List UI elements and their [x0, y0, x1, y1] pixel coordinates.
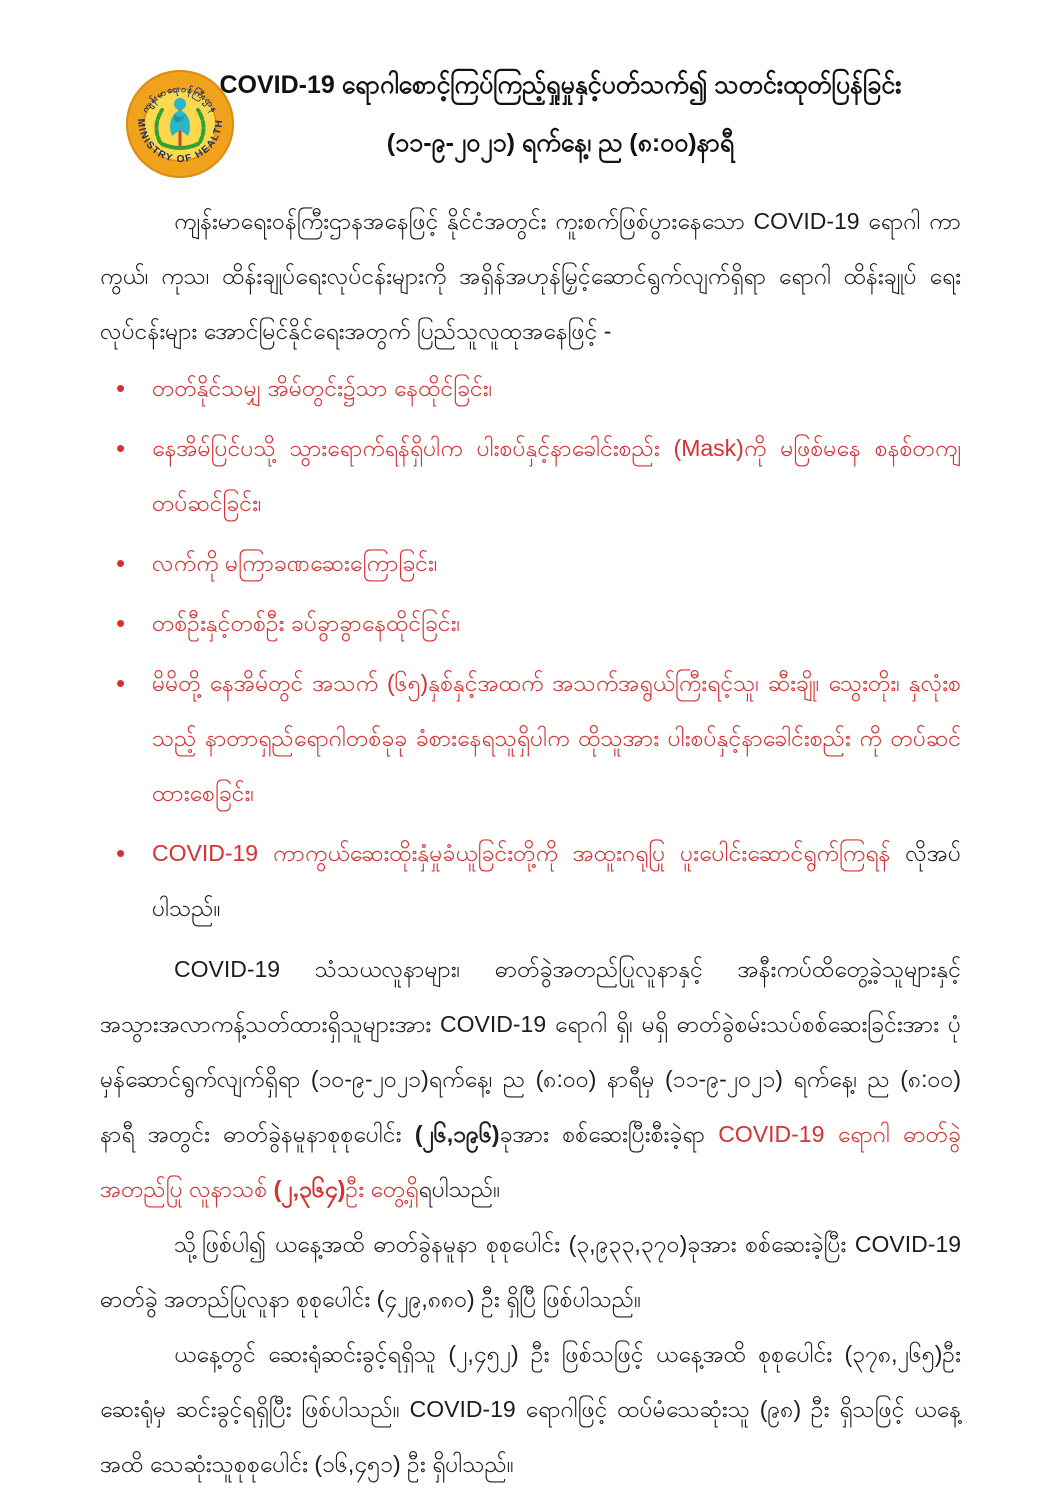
bullet-icon: • — [116, 608, 126, 638]
document-header — [0, 0, 1061, 172]
precaution-text: မိမိတို့ နေအိမ်တွင် အသက် (၆၅)နှစ်နှင့်အထက် အသက်အရွယ်ကြီးရင့်သူ၊ ဆီးချို၊ သွေးတိုး၊ နှလုံးစသည့် နာတာရှည်ရောဂါတစ်ခုခု ခံစားနေရသူရှိပါက ထိုသူအား ပါးစပ်နှင့်နာခေါင်းစည်း ကို တပ်ဆင်ထားစေခြင်း၊ — [152, 670, 961, 806]
precaution-text-black: လိုအပ် ပါသည်။ — [152, 840, 961, 921]
list-item — [100, 536, 961, 591]
bullet-icon: • — [116, 433, 126, 463]
precaution-text: နေအိမ်ပြင်ပသို့ သွားရောက်ရန်ရှိပါက ပါးစပ်နှင့်နာခေါင်းစည်း (Mask)ကို မဖြစ်မနေ စနစ်တကျ တပ်ဆင်ခြင်း၊ — [152, 435, 961, 516]
precaution-text: တစ်ဦးနှင့်တစ်ဦး ခပ်ခွာခွာနေထိုင်ခြင်း၊ — [152, 610, 461, 636]
document-title: COVID-19 ရောဂါစောင့်ကြပ်ကြည့်ရှုမှုနှင့်ပတ်သက်၍ သတင်းထုတ်ပြန်ခြင်း — [219, 71, 902, 99]
bullet-icon: • — [116, 668, 126, 698]
new-cases-count: (၂,၃၆၄) — [273, 1176, 346, 1202]
precaution-text: တတ်နိုင်သမျှ အိမ်တွင်း၌သာ နေထိုင်ခြင်း၊ — [152, 375, 493, 401]
logo-bottom-text: MINISTRY OF HEALTH — [134, 118, 226, 166]
list-item — [100, 596, 961, 651]
cumulative-totals-text: သို့ဖြစ်ပါ၍ ယနေ့အထိ ဓာတ်ခွဲနမူနာ စုစုပေါင်း (၃,၉၃၃,၃၇၀)ခုအား စစ်ဆေးခဲ့ပြီး COVID-19 ဓာတ်ခွဲ အတည်ပြုလူနာ စုစုပေါင်း (၄၂၉,၈၈၀) ဦး ရှိပြီ ဖြစ်ပါသည်။ — [100, 1231, 961, 1312]
list-item — [100, 826, 961, 936]
bullet-icon: • — [116, 373, 126, 403]
testing-update-text: COVID-19 သံသယလူနာများ၊ ဓာတ်ခွဲအတည်ပြုလူနာနှင့် အနီးကပ်ထိတွေ့ခဲ့သူများနှင့် အသွားအလာကန့်သတ်ထားရှိသူများအား COVID-19 ရောဂါ ရှိ၊ မရှိ ဓာတ်ခွဲစမ်းသပ်စစ်ဆေးခြင်းအား ပုံမှန်ဆောင်ရွက်လျက်ရှိရာ (၁၀-၉-၂၀၂၁)ရက်နေ့၊ ည (၈:၀၀) နာရီမှ (၁၁-၉-၂၀၂၁) ရက်နေ့၊ ည (၈:၀၀) နာရီ အတွင်း ဓာတ်ခွဲနမူနာစုစုပေါင်း — [100, 956, 961, 1147]
bullet-icon: • — [116, 838, 126, 868]
ministry-of-health-logo — [124, 68, 236, 180]
testing-update-paragraph — [100, 942, 961, 1217]
list-item — [100, 361, 961, 416]
document-body — [100, 194, 961, 1492]
precaution-list — [100, 361, 961, 936]
samples-tested-count: (၂၆,၁၉၆) — [414, 1121, 500, 1147]
intro-text: ကျန်းမာရေးဝန်ကြီးဌာနအနေဖြင့် နိုင်ငံအတွင်း ကူးစက်ဖြစ်ပွားနေသော COVID-19 ရောဂါ ကာကွယ်၊ ကုသ၊ ထိန်းချုပ်ရေးလုပ်ငန်းများကို အရှိန်အဟုန်မြှင့်ဆောင်ရွက်လျက်ရှိရာ ရောဂါ ထိန်းချုပ် ရေးလုပ်ငန်းများ အောင်မြင်နိုင်ရေးအတွက် ပြည်သူလူထုအနေဖြင့် - — [100, 208, 961, 344]
testing-update-ending: ရပါသည်။ — [418, 1176, 501, 1202]
discharge-deaths-text: ယနေ့တွင် ဆေးရုံဆင်းခွင့်ရရှိသူ (၂,၄၅၂) ဦး ဖြစ်သဖြင့် ယနေ့အထိ စုစုပေါင်း (၃၇၈,၂၆၅)ဦး ဆေးရုံမှ ဆင်းခွင့်ရရှိပြီး ဖြစ်ပါသည်။ COVID-19 ရောဂါဖြင့် ထပ်မံသေဆုံးသူ (၉၈) ဦး ရှိသဖြင့် ယနေ့အထိ သေဆုံးသူစုစုပေါင်း (၁၆,၄၅၁) ဦး ရှိပါသည်။ — [100, 1341, 961, 1477]
new-cases-label: COVID-19 ရောဂါ ဓာတ်ခွဲ အတည်ပြု လူနာသစ် — [100, 1121, 961, 1202]
new-cases-suffix: ဦး တွေ့ရှိ — [345, 1176, 419, 1202]
precaution-text-red: COVID-19 ကာကွယ်ဆေးထိုးနှံမှုခံယူခြင်းတို့ကို အထူးဂရုပြု ပူးပေါင်းဆောင်ရွက်ကြရန် — [152, 840, 906, 866]
logo-top-text: ကျန်းမာရေးဝန်ကြီးဌာန — [139, 83, 221, 115]
ministry-of-health-logo-icon — [124, 68, 236, 180]
testing-update-text: ခုအား စစ်ဆေးပြီးစီးခဲ့ရာ — [499, 1121, 719, 1147]
intro-paragraph — [100, 194, 961, 359]
bullet-icon: • — [116, 548, 126, 578]
precaution-text: လက်ကို မကြာခဏဆေးကြောခြင်း၊ — [152, 550, 438, 576]
cumulative-totals-paragraph — [100, 1217, 961, 1327]
document-date-time: (၁၁-၉-၂၀၂၁) ရက်နေ့၊ ည (၈:၀၀)နာရီ — [386, 129, 735, 157]
list-item — [100, 421, 961, 531]
list-item — [100, 656, 961, 821]
discharge-deaths-paragraph — [100, 1327, 961, 1492]
